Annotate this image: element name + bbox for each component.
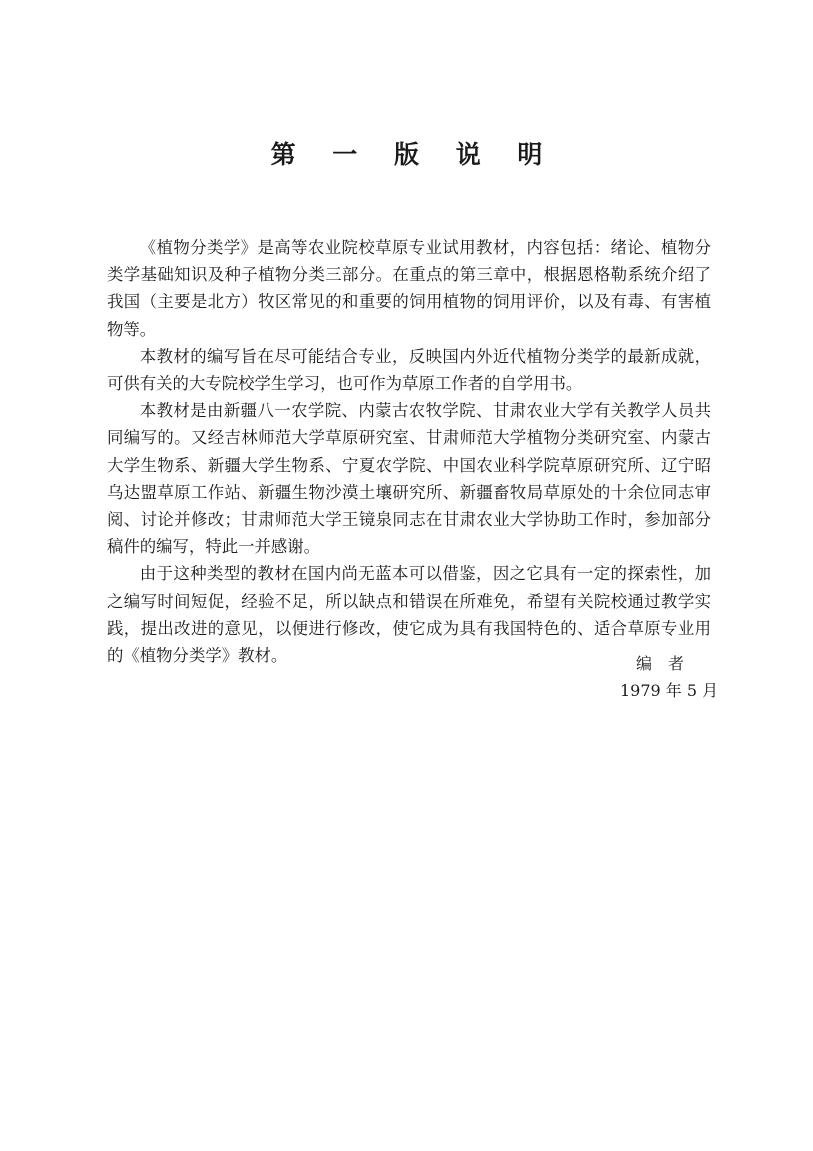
page-title: 第 一 版 说 明 (270, 140, 557, 169)
signature-date: 1979 年 5 月 (620, 681, 719, 700)
preface-paragraph-3: 本教材是由新疆八一农学院、内蒙古农牧学院、甘肃农业大学有关教学人员共同编写的。又经吉林师范大学草原研究室、甘肃师范大学植物分类研究室、内蒙古大学生物系、新疆大学生物系、宁夏农学院、中国农业科学院草原研究所、辽宁昭乌达盟草原工作站、新疆生物沙漠土壤研究所、新疆畜牧局草原处的十余位同志审阅、讨论并修改；甘肃师范大学王镜泉同志在甘肃农业大学协助工作时，参加部分稿件的编写，特此一并感谢。 (107, 401, 711, 557)
preface-paragraph-1: 《植物分类学》是高等农业院校草原专业试用教材，内容包括：绪论、植物分类学基础知识及种子植物分类三部分。在重点的第三章中，根据恩格勒系统介绍了我国（主要是北方）牧区常见的和重要的饲用植物的饲用评价，以及有毒、有害植物等。 (107, 238, 711, 339)
preface-paragraph-2: 本教材的编写旨在尽可能结合专业，反映国内外近代植物分类学的最新成就，可供有关的大专院校学生学习，也可作为草原工作者的自学用书。 (107, 346, 711, 394)
preface-body (107, 234, 711, 669)
preface-paragraph-4: 由于这种类型的教材在国内尚无蓝本可以借鉴，因之它具有一定的探索性，加之编写时间短促，经验不足，所以缺点和错误在所难免，希望有关院校通过教学实践，提出改进的意见，以便进行修改，使它成为具有我国特色的、适合草原专业用的《植物分类学》教材。 (107, 564, 711, 666)
signature-block (600, 650, 740, 704)
signature-author: 编者 (636, 654, 701, 673)
